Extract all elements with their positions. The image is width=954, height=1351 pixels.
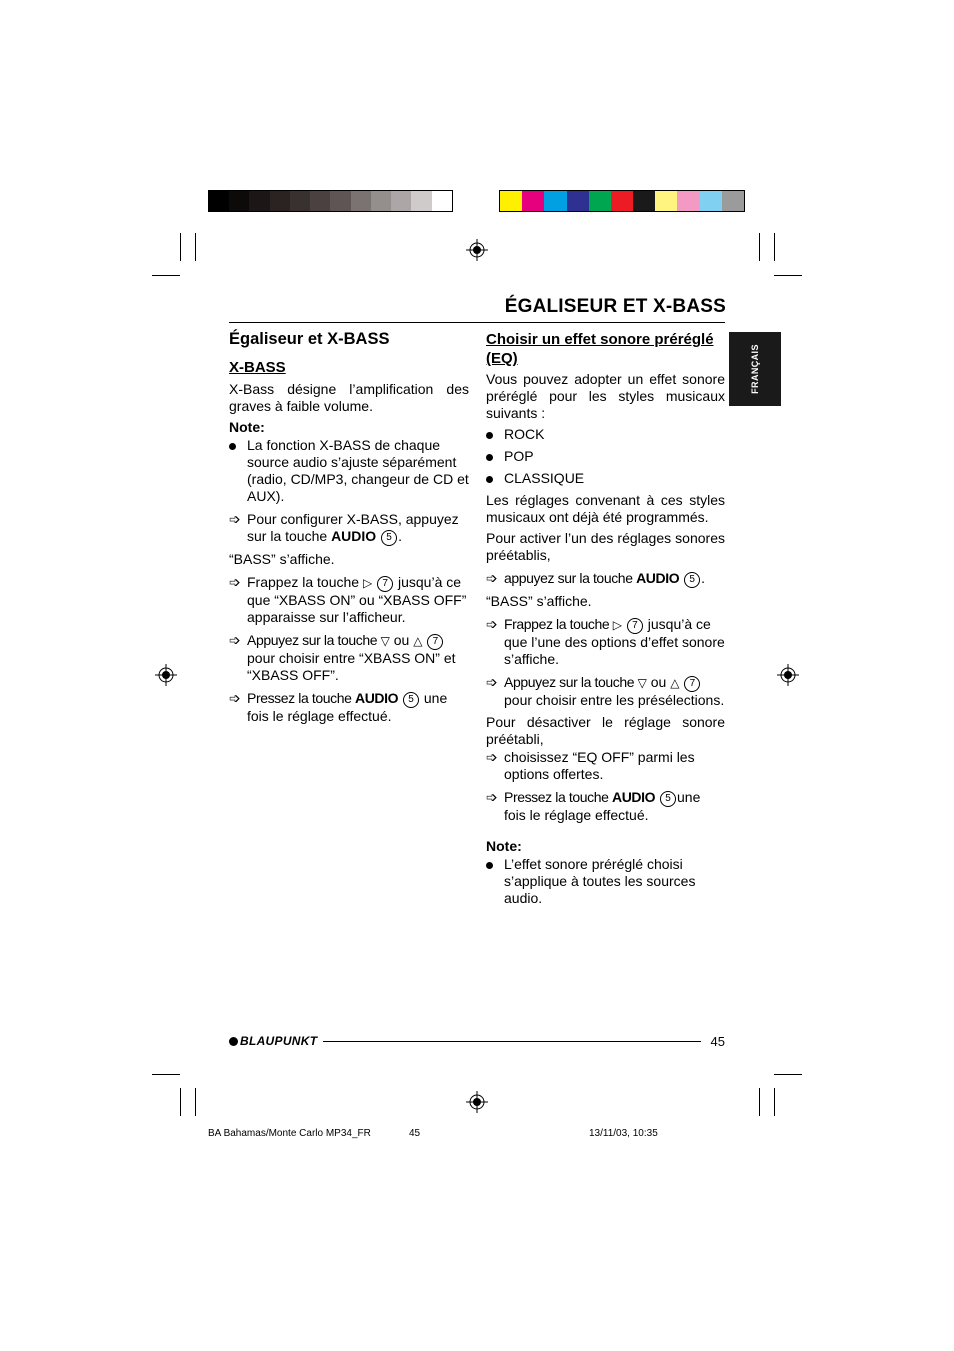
step-item: ➩ Appuyez sur la touche ▽ ou △ 7 pour choisir entre les présélections. bbox=[486, 674, 725, 708]
arrow-right-icon: ➩ bbox=[229, 511, 241, 527]
registration-mark-icon bbox=[466, 239, 488, 261]
color-swatch bbox=[500, 191, 522, 211]
gray-swatch bbox=[290, 191, 310, 211]
color-swatch bbox=[544, 191, 566, 211]
gray-swatch bbox=[351, 191, 371, 211]
list-item bbox=[486, 856, 725, 907]
crop-mark bbox=[774, 275, 802, 276]
color-swatch bbox=[700, 191, 722, 211]
color-swatch bbox=[522, 191, 544, 211]
crop-mark bbox=[152, 1074, 180, 1075]
gray-swatch bbox=[432, 191, 452, 211]
display-text: “BASS” s’affiche. bbox=[486, 593, 592, 609]
key-badge: 5 bbox=[684, 572, 700, 588]
color-swatch bbox=[567, 191, 589, 211]
triangle-down-icon: ▽ bbox=[637, 676, 647, 690]
key-badge: 7 bbox=[627, 618, 643, 634]
arrow-right-icon: ➩ bbox=[486, 789, 498, 805]
bullet-icon bbox=[486, 476, 493, 483]
key-badge: 7 bbox=[427, 634, 443, 650]
bullet-icon bbox=[486, 432, 493, 439]
gray-swatch bbox=[371, 191, 391, 211]
gray-swatch bbox=[391, 191, 411, 211]
grayscale-bar bbox=[208, 190, 453, 212]
step-item: ➩ choisissez “EQ OFF” parmi les options offertes. bbox=[486, 749, 695, 782]
page-footer bbox=[229, 1034, 725, 1050]
crop-mark bbox=[195, 233, 196, 261]
step-item: ➩ Pressez la touche AUDIO 5 une fois le réglage effectué. bbox=[229, 690, 448, 724]
language-tab-label: FRANÇAIS bbox=[750, 344, 760, 394]
color-swatch bbox=[633, 191, 655, 211]
gray-swatch bbox=[411, 191, 431, 211]
step-item: ➩ Appuyez sur la touche ▽ ou △ 7 pour choisir entre “XBASS ON” et “XBASS OFF”. bbox=[229, 632, 456, 683]
registration-mark-icon bbox=[466, 1091, 488, 1113]
crop-mark bbox=[152, 275, 180, 276]
note-label: Note: bbox=[229, 419, 265, 435]
subsection-heading: Choisir un effet sonore préréglé (EQ) bbox=[486, 331, 714, 367]
key-badge: 5 bbox=[660, 791, 676, 807]
slug-page: 45 bbox=[409, 1128, 421, 1139]
registration-mark-icon bbox=[155, 664, 177, 686]
color-swatch bbox=[677, 191, 699, 211]
arrow-right-icon: ➩ bbox=[229, 574, 241, 590]
arrow-right-icon: ➩ bbox=[486, 616, 498, 632]
step-item: ➩ Frappez la touche ▷ 7 jusqu’à ce que “XBASS ON” ou “XBASS OFF” apparaisse sur l’afficheur. bbox=[229, 574, 467, 625]
crop-mark bbox=[759, 1088, 760, 1116]
step-item: ➩ appuyez sur la touche AUDIO 5 . bbox=[486, 570, 705, 586]
gray-swatch bbox=[310, 191, 330, 211]
color-swatch bbox=[611, 191, 633, 211]
color-swatch bbox=[655, 191, 677, 211]
brand-logo: BLAUPUNKT bbox=[229, 1034, 317, 1048]
triangle-right-icon: ▷ bbox=[362, 576, 373, 590]
triangle-right-icon: ▷ bbox=[612, 618, 622, 632]
crop-mark bbox=[759, 233, 760, 261]
step-item: ➩ Pour configurer X-BASS, appuyez sur la touche AUDIO 5 . bbox=[229, 511, 459, 544]
crop-mark bbox=[180, 233, 181, 261]
key-badge: 5 bbox=[381, 530, 397, 546]
left-column bbox=[229, 331, 469, 730]
arrow-right-icon: ➩ bbox=[486, 570, 498, 586]
page-title: ÉGALISEUR ET X-BASS bbox=[504, 296, 726, 317]
intro-text: X-Bass désigne l’amplification des graves à faible volume. bbox=[229, 381, 469, 414]
slug-file: BA Bahamas/Monte Carlo MP34_FR bbox=[208, 1128, 371, 1139]
arrow-right-icon: ➩ bbox=[486, 674, 498, 690]
section-heading: Égaliseur et X-BASS bbox=[229, 330, 390, 348]
slug-date: 13/11/03, 10:35 bbox=[589, 1128, 658, 1139]
crop-mark bbox=[774, 1088, 775, 1116]
arrow-right-icon: ➩ bbox=[229, 632, 241, 648]
body-text: Pour activer l’un des réglages sonores préétablis, bbox=[486, 530, 725, 563]
arrow-right-icon: ➩ bbox=[486, 749, 498, 765]
crop-mark bbox=[180, 1088, 181, 1116]
body-text: Les réglages convenant à ces styles musicaux ont déjà été programmés. bbox=[486, 492, 725, 525]
bullet-icon bbox=[486, 454, 493, 461]
title-rule bbox=[229, 322, 725, 323]
logo-dot-icon bbox=[229, 1037, 238, 1046]
note-text: L’effet sonore préréglé choisi s’applique à toutes les sources audio. bbox=[504, 856, 696, 906]
list-item bbox=[229, 437, 469, 505]
key-badge: 7 bbox=[377, 576, 393, 592]
crop-mark bbox=[774, 1074, 802, 1075]
subsection-heading: X-BASS bbox=[229, 359, 286, 376]
color-bar bbox=[499, 190, 745, 212]
registration-mark-icon bbox=[777, 664, 799, 686]
intro-text: Vous pouvez adopter un effet sonore préréglé pour les styles musicaux suivants : bbox=[486, 371, 725, 421]
body-text: Pour désactiver le réglage sonore préétabli, bbox=[486, 714, 725, 747]
list-item bbox=[486, 448, 725, 465]
key-badge: 7 bbox=[684, 676, 700, 692]
language-tab bbox=[729, 332, 781, 406]
gray-swatch bbox=[229, 191, 249, 211]
list-item bbox=[486, 426, 725, 443]
styles-list bbox=[486, 426, 725, 487]
note-text: La fonction X-BASS de chaque source audio s’ajuste séparément (radio, CD/MP3, changeur de CD et AUX). bbox=[247, 437, 469, 504]
note-label: Note: bbox=[486, 838, 522, 854]
triangle-down-icon: ▽ bbox=[380, 634, 390, 648]
triangle-up-icon: △ bbox=[413, 634, 423, 648]
bullet-icon bbox=[486, 862, 493, 869]
gray-swatch bbox=[249, 191, 269, 211]
key-badge: 5 bbox=[403, 692, 419, 708]
display-text: “BASS” s’affiche. bbox=[229, 551, 335, 567]
triangle-up-icon: △ bbox=[670, 676, 680, 690]
page-number: 45 bbox=[710, 1034, 725, 1049]
crop-mark bbox=[774, 233, 775, 261]
bullet-icon bbox=[229, 443, 236, 450]
color-swatch bbox=[722, 191, 744, 211]
style-label: POP bbox=[504, 448, 534, 464]
style-label: CLASSIQUE bbox=[504, 470, 585, 486]
style-label: ROCK bbox=[504, 426, 545, 442]
gray-swatch bbox=[209, 191, 229, 211]
footer-rule bbox=[323, 1041, 701, 1042]
arrow-right-icon: ➩ bbox=[229, 690, 241, 706]
gray-swatch bbox=[270, 191, 290, 211]
color-swatch bbox=[589, 191, 611, 211]
crop-mark bbox=[195, 1088, 196, 1116]
step-item: ➩ Pressez la touche AUDIO 5 une fois le réglage effectué. bbox=[486, 789, 701, 823]
gray-swatch bbox=[330, 191, 350, 211]
right-column bbox=[486, 330, 725, 912]
list-item bbox=[486, 470, 725, 487]
step-item: ➩ Frappez la touche ▷ 7 jusqu’à ce que l’une des options d’effet sonore s’affiche. bbox=[486, 616, 725, 667]
